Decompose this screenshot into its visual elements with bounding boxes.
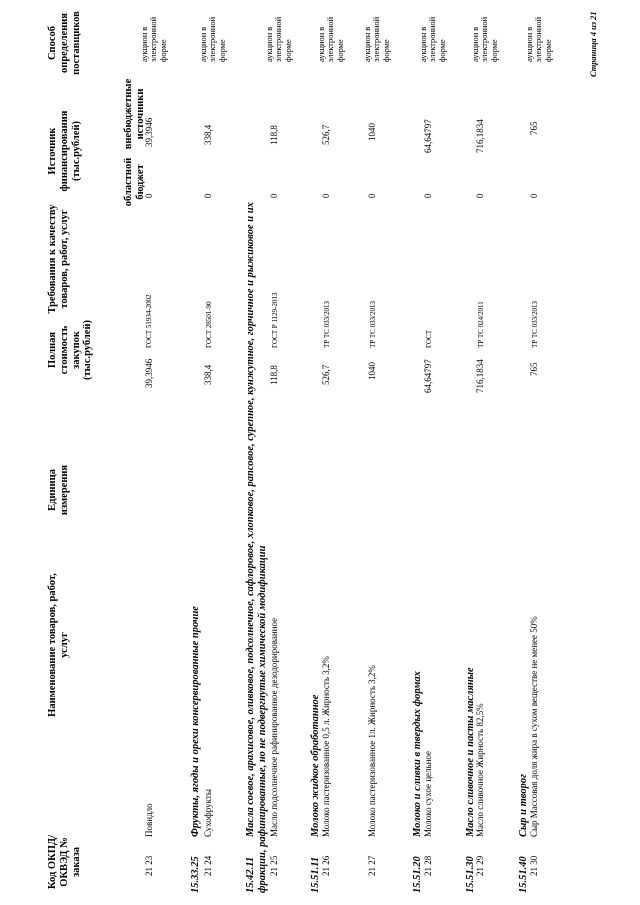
- row-extra: 526,7: [321, 124, 331, 145]
- category-code: 15.33.25: [190, 856, 201, 893]
- header-extra-text: внебюджетные источники: [123, 78, 146, 150]
- row-requirements: ГОСТ 28501-90: [205, 301, 213, 348]
- row-method: аукцион в электронной форме: [363, 16, 391, 62]
- row-regional: 0: [475, 193, 485, 198]
- header-requirements: [47, 199, 71, 319]
- category-name: Масло сливочное и пасты масляные: [465, 667, 476, 837]
- row-requirements: ГОСТ 51934-2002: [145, 294, 153, 348]
- row-requirements: ТР ТС 024/2011: [477, 301, 485, 348]
- row-regional: 0: [144, 193, 154, 198]
- row-method: аукцион в электронной форме: [525, 16, 553, 62]
- row-cost: 39,3946: [144, 358, 154, 388]
- category-code: 15.51.30: [465, 856, 476, 893]
- row-extra: 39,3946: [144, 117, 154, 147]
- header-unit-text: Единица измерения: [47, 464, 70, 516]
- row-name: Молоко сухое цельное: [423, 750, 433, 837]
- row-extra: 64,64797: [423, 119, 433, 153]
- row-requirements: ТР ТС 033/2013: [369, 301, 377, 348]
- row-extra: 1040: [367, 123, 377, 141]
- row-code: 21 28: [423, 855, 433, 876]
- row-extra: 118,8: [269, 125, 279, 145]
- row-code: 21 26: [321, 855, 331, 876]
- header-regional: [123, 149, 147, 215]
- row-extra: 338,4: [203, 124, 213, 145]
- row-method: аукцион в электронной форме: [317, 16, 345, 62]
- header-cost-text: Полная стоимость закупок (тыс.рублей): [47, 319, 94, 381]
- row-name: Сыр Массовая доля жира в сухом веществе не менее 50%: [529, 616, 539, 837]
- header-method-text: Способ определения поставщиков: [47, 11, 82, 75]
- header-code-text: Код ОКПД/ ОКВЭД № заказа: [47, 834, 82, 890]
- header-code: [47, 831, 82, 893]
- category-name-continued: фракции, рафинированные, но не подвергнутые химической модификации: [257, 545, 268, 893]
- row-code: 21 25: [269, 855, 279, 876]
- row-name: Молоко пастеризованное 0,5 л. Жирность 3,2%: [321, 656, 331, 837]
- category-code: 15.51.20: [412, 856, 423, 893]
- row-requirements: ГОСТ Р 1129-2013: [271, 292, 279, 348]
- row-name: Масло подсолнечное рафинированное дезодорированное: [269, 617, 279, 837]
- row-name: Масло сливочное Жирность 82,5%: [475, 703, 485, 837]
- row-regional: 0: [321, 193, 331, 198]
- row-method: аукцион в электронной форме: [199, 16, 227, 62]
- row-regional: 0: [269, 193, 279, 198]
- row-code: 21 24: [203, 855, 213, 876]
- row-name: Сухофрукты: [203, 789, 213, 837]
- category-code: 15.51.40: [518, 856, 529, 893]
- category-name: Фрукты, ягоды и орехи консервированные прочие: [190, 606, 201, 837]
- row-regional: 0: [203, 193, 213, 198]
- header-funding-text: Источник финансирования (тыс.рублей): [47, 110, 82, 192]
- header-unit: [47, 450, 71, 530]
- row-cost: 716,1834: [475, 359, 485, 393]
- row-code: 21 23: [144, 855, 154, 876]
- row-regional: 0: [423, 193, 433, 198]
- category-name: Масла соевое, арахисовое, оливковое, подсолнечное, сафлоровое, хлопковое, рапсовое, сурепное, кунжутное, горчичное и рыжиковое и их: [245, 202, 256, 837]
- header-extra: [123, 77, 147, 151]
- row-code: 21 29: [475, 855, 485, 876]
- row-method: аукцион в электронной форме: [140, 16, 168, 62]
- header-funding: [47, 87, 82, 215]
- row-extra: 716,1834: [475, 119, 485, 153]
- category-code: 15.51.11: [310, 856, 321, 893]
- row-code: 21 27: [367, 855, 377, 876]
- row-cost: 526,7: [321, 364, 331, 385]
- header-name-text: Наименование товаров, работ, услуг: [47, 573, 70, 717]
- row-extra: 765: [529, 121, 539, 135]
- row-requirements: ГОСТ: [425, 329, 433, 348]
- row-requirements: ТР ТС 033/2013: [531, 301, 539, 348]
- category-name: Молоко жидкое обработанное: [310, 694, 321, 837]
- row-regional: 0: [529, 193, 539, 198]
- header-regional-text: областной бюджет: [123, 157, 146, 207]
- category-name: Сыр и творог: [518, 774, 529, 837]
- row-code: 21 30: [529, 855, 539, 876]
- row-cost: 338,4: [203, 364, 213, 385]
- row-requirements: ТР ТС 033/2013: [323, 301, 331, 348]
- row-cost: 118,8: [269, 365, 279, 385]
- row-cost: 1040: [367, 362, 377, 380]
- row-cost: 64,64797: [423, 359, 433, 393]
- row-name: Повидло: [144, 803, 154, 837]
- category-name: Молоко и сливки в твердых формах: [412, 671, 423, 837]
- row-name: Молоко пастеризованное 1л. Жирность 3,2%: [367, 665, 377, 837]
- category-code: 15.42.11: [245, 856, 256, 893]
- header-requirements-text: Требования к качеству товаров, работ, услуг: [47, 204, 70, 314]
- page-number: Страница 4 из 21: [589, 11, 598, 77]
- row-method: аукцион в электронной форме: [419, 16, 447, 62]
- row-cost: 765: [529, 362, 539, 376]
- row-method: аукцион в электронной форме: [265, 16, 293, 62]
- row-regional: 0: [367, 193, 377, 198]
- row-method: аукцион в электронной форме: [471, 16, 499, 62]
- header-method: [47, 3, 82, 83]
- header-name: [47, 520, 71, 770]
